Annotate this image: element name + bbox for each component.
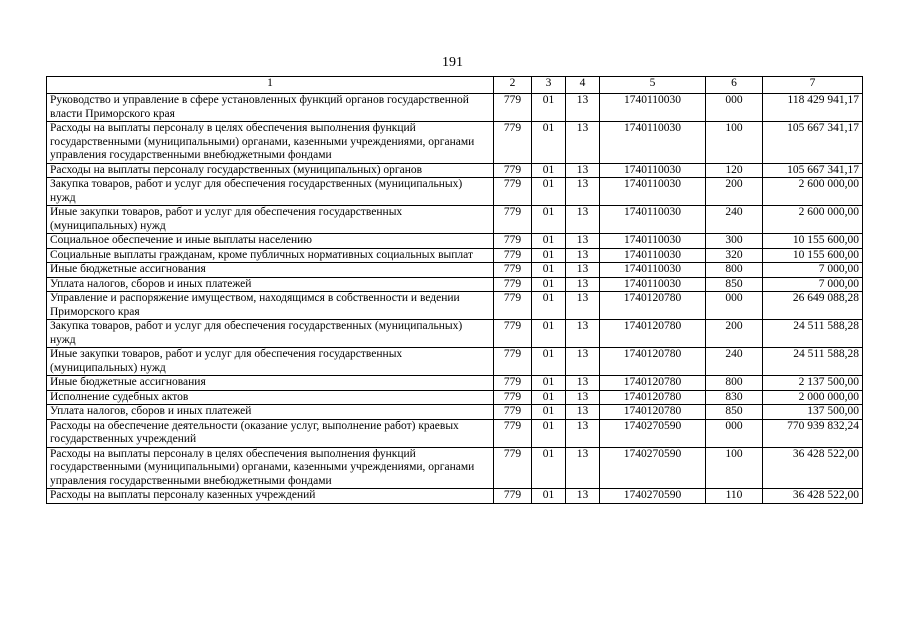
table-row	[47, 390, 863, 405]
subsection-code-cell: 13	[566, 94, 600, 122]
subsection-code-cell: 13	[566, 447, 600, 489]
subsection-code-cell: 13	[566, 376, 600, 391]
amount-cell: 118 429 941,17	[763, 94, 863, 122]
ministry-code-cell: 779	[494, 405, 532, 420]
table-row	[47, 163, 863, 178]
expense-type-cell: 240	[706, 206, 763, 234]
section-code-cell: 01	[532, 178, 566, 206]
ministry-code-cell: 779	[494, 122, 532, 164]
target-article-cell: 1740110030	[600, 263, 706, 278]
target-article-cell: 1740110030	[600, 178, 706, 206]
table-row	[47, 234, 863, 249]
ministry-code-cell: 779	[494, 163, 532, 178]
expense-name-cell: Иные закупки товаров, работ и услуг для обеспечения государственных (муниципальных) нужд	[47, 348, 494, 376]
amount-cell: 24 511 588,28	[763, 320, 863, 348]
column-number-row	[47, 77, 863, 94]
target-article-cell: 1740110030	[600, 94, 706, 122]
subsection-code-cell: 13	[566, 320, 600, 348]
table-row	[47, 94, 863, 122]
target-article-cell: 1740110030	[600, 206, 706, 234]
target-article-cell: 1740120780	[600, 292, 706, 320]
ministry-code-cell: 779	[494, 376, 532, 391]
table-row	[47, 419, 863, 447]
table-row	[47, 206, 863, 234]
ministry-code-cell: 779	[494, 320, 532, 348]
target-article-cell: 1740270590	[600, 447, 706, 489]
amount-cell: 7 000,00	[763, 263, 863, 278]
subsection-code-cell: 13	[566, 263, 600, 278]
subsection-code-cell: 13	[566, 163, 600, 178]
target-article-cell: 1740270590	[600, 419, 706, 447]
amount-cell: 24 511 588,28	[763, 348, 863, 376]
section-code-cell: 01	[532, 248, 566, 263]
expense-name-cell: Расходы на обеспечение деятельности (оказание услуг, выполнение работ) краевых государственных учреждений	[47, 419, 494, 447]
expense-type-cell: 300	[706, 234, 763, 249]
subsection-code-cell: 13	[566, 277, 600, 292]
column-header: 2	[494, 77, 532, 94]
amount-cell: 2 600 000,00	[763, 178, 863, 206]
expense-type-cell: 110	[706, 489, 763, 504]
expense-name-cell: Закупка товаров, работ и услуг для обеспечения государственных (муниципальных) нужд	[47, 178, 494, 206]
section-code-cell: 01	[532, 447, 566, 489]
expense-name-cell: Расходы на выплаты персоналу в целях обеспечения выполнения функций государственными (муниципальными) органами, казенными учреждениями, органами управления государственными внебюджетными фондами	[47, 447, 494, 489]
subsection-code-cell: 13	[566, 122, 600, 164]
amount-cell: 36 428 522,00	[763, 447, 863, 489]
expense-name-cell: Иные закупки товаров, работ и услуг для обеспечения государственных (муниципальных) нужд	[47, 206, 494, 234]
expense-name-cell: Уплата налогов, сборов и иных платежей	[47, 405, 494, 420]
section-code-cell: 01	[532, 419, 566, 447]
subsection-code-cell: 13	[566, 248, 600, 263]
expense-type-cell: 800	[706, 376, 763, 391]
expense-name-cell: Расходы на выплаты персоналу в целях обеспечения выполнения функций государственными (муниципальными) органами, казенными учреждениями, органами управления государственными внебюджетными фондами	[47, 122, 494, 164]
subsection-code-cell: 13	[566, 489, 600, 504]
table-row	[47, 292, 863, 320]
expense-name-cell: Уплата налогов, сборов и иных платежей	[47, 277, 494, 292]
expense-type-cell: 100	[706, 122, 763, 164]
table-row	[47, 447, 863, 489]
expense-type-cell: 830	[706, 390, 763, 405]
amount-cell: 105 667 341,17	[763, 122, 863, 164]
column-header: 7	[763, 77, 863, 94]
subsection-code-cell: 13	[566, 348, 600, 376]
expense-type-cell: 800	[706, 263, 763, 278]
subsection-code-cell: 13	[566, 405, 600, 420]
expense-name-cell: Расходы на выплаты персоналу казенных учреждений	[47, 489, 494, 504]
expense-type-cell: 200	[706, 320, 763, 348]
section-code-cell: 01	[532, 320, 566, 348]
amount-cell: 137 500,00	[763, 405, 863, 420]
table-row	[47, 405, 863, 420]
section-code-cell: 01	[532, 292, 566, 320]
section-code-cell: 01	[532, 277, 566, 292]
target-article-cell: 1740110030	[600, 248, 706, 263]
section-code-cell: 01	[532, 489, 566, 504]
expense-type-cell: 000	[706, 94, 763, 122]
expense-type-cell: 240	[706, 348, 763, 376]
target-article-cell: 1740120780	[600, 390, 706, 405]
ministry-code-cell: 779	[494, 489, 532, 504]
ministry-code-cell: 779	[494, 94, 532, 122]
table-row	[47, 277, 863, 292]
target-article-cell: 1740120780	[600, 320, 706, 348]
target-article-cell: 1740120780	[600, 348, 706, 376]
expense-type-cell: 850	[706, 277, 763, 292]
section-code-cell: 01	[532, 376, 566, 391]
target-article-cell: 1740120780	[600, 405, 706, 420]
section-code-cell: 01	[532, 122, 566, 164]
section-code-cell: 01	[532, 405, 566, 420]
expense-name-cell: Социальное обеспечение и иные выплаты населению	[47, 234, 494, 249]
expense-name-cell: Иные бюджетные ассигнования	[47, 263, 494, 278]
expense-name-cell: Руководство и управление в сфере установленных функций органов государственной власти Приморского края	[47, 94, 494, 122]
target-article-cell: 1740270590	[600, 489, 706, 504]
ministry-code-cell: 779	[494, 248, 532, 263]
amount-cell: 10 155 600,00	[763, 248, 863, 263]
column-header: 3	[532, 77, 566, 94]
subsection-code-cell: 13	[566, 178, 600, 206]
ministry-code-cell: 779	[494, 178, 532, 206]
target-article-cell: 1740110030	[600, 163, 706, 178]
section-code-cell: 01	[532, 390, 566, 405]
ministry-code-cell: 779	[494, 348, 532, 376]
expense-name-cell: Управление и распоряжение имуществом, находящимся в собственности и ведении Приморского края	[47, 292, 494, 320]
amount-cell: 2 600 000,00	[763, 206, 863, 234]
expense-type-cell: 850	[706, 405, 763, 420]
table-row	[47, 489, 863, 504]
expense-type-cell: 000	[706, 419, 763, 447]
subsection-code-cell: 13	[566, 206, 600, 234]
amount-cell: 26 649 088,28	[763, 292, 863, 320]
expense-type-cell: 000	[706, 292, 763, 320]
ministry-code-cell: 779	[494, 447, 532, 489]
expense-name-cell: Расходы на выплаты персоналу государственных (муниципальных) органов	[47, 163, 494, 178]
column-header: 6	[706, 77, 763, 94]
expense-type-cell: 100	[706, 447, 763, 489]
subsection-code-cell: 13	[566, 419, 600, 447]
table-row	[47, 348, 863, 376]
target-article-cell: 1740120780	[600, 376, 706, 391]
ministry-code-cell: 779	[494, 206, 532, 234]
expense-type-cell: 200	[706, 178, 763, 206]
table-row	[47, 263, 863, 278]
table-row	[47, 376, 863, 391]
subsection-code-cell: 13	[566, 390, 600, 405]
section-code-cell: 01	[532, 234, 566, 249]
amount-cell: 7 000,00	[763, 277, 863, 292]
column-header: 1	[47, 77, 494, 94]
ministry-code-cell: 779	[494, 263, 532, 278]
target-article-cell: 1740110030	[600, 122, 706, 164]
ministry-code-cell: 779	[494, 292, 532, 320]
section-code-cell: 01	[532, 94, 566, 122]
target-article-cell: 1740110030	[600, 277, 706, 292]
table-body	[47, 94, 863, 504]
ministry-code-cell: 779	[494, 390, 532, 405]
expense-name-cell: Исполнение судебных актов	[47, 390, 494, 405]
ministry-code-cell: 779	[494, 234, 532, 249]
subsection-code-cell: 13	[566, 234, 600, 249]
amount-cell: 2 137 500,00	[763, 376, 863, 391]
section-code-cell: 01	[532, 163, 566, 178]
column-header: 4	[566, 77, 600, 94]
budget-table	[46, 76, 863, 504]
page-number: 191	[442, 55, 463, 70]
section-code-cell: 01	[532, 263, 566, 278]
expense-type-cell: 320	[706, 248, 763, 263]
expense-name-cell: Иные бюджетные ассигнования	[47, 376, 494, 391]
table-row	[47, 248, 863, 263]
expense-name-cell: Закупка товаров, работ и услуг для обеспечения государственных (муниципальных) нужд	[47, 320, 494, 348]
expense-type-cell: 120	[706, 163, 763, 178]
amount-cell: 770 939 832,24	[763, 419, 863, 447]
column-header: 5	[600, 77, 706, 94]
expense-name-cell: Социальные выплаты гражданам, кроме публичных нормативных социальных выплат	[47, 248, 494, 263]
amount-cell: 10 155 600,00	[763, 234, 863, 249]
subsection-code-cell: 13	[566, 292, 600, 320]
amount-cell: 105 667 341,17	[763, 163, 863, 178]
section-code-cell: 01	[532, 348, 566, 376]
ministry-code-cell: 779	[494, 277, 532, 292]
section-code-cell: 01	[532, 206, 566, 234]
target-article-cell: 1740110030	[600, 234, 706, 249]
amount-cell: 36 428 522,00	[763, 489, 863, 504]
ministry-code-cell: 779	[494, 419, 532, 447]
table-row	[47, 122, 863, 164]
table-row	[47, 178, 863, 206]
table-row	[47, 320, 863, 348]
amount-cell: 2 000 000,00	[763, 390, 863, 405]
